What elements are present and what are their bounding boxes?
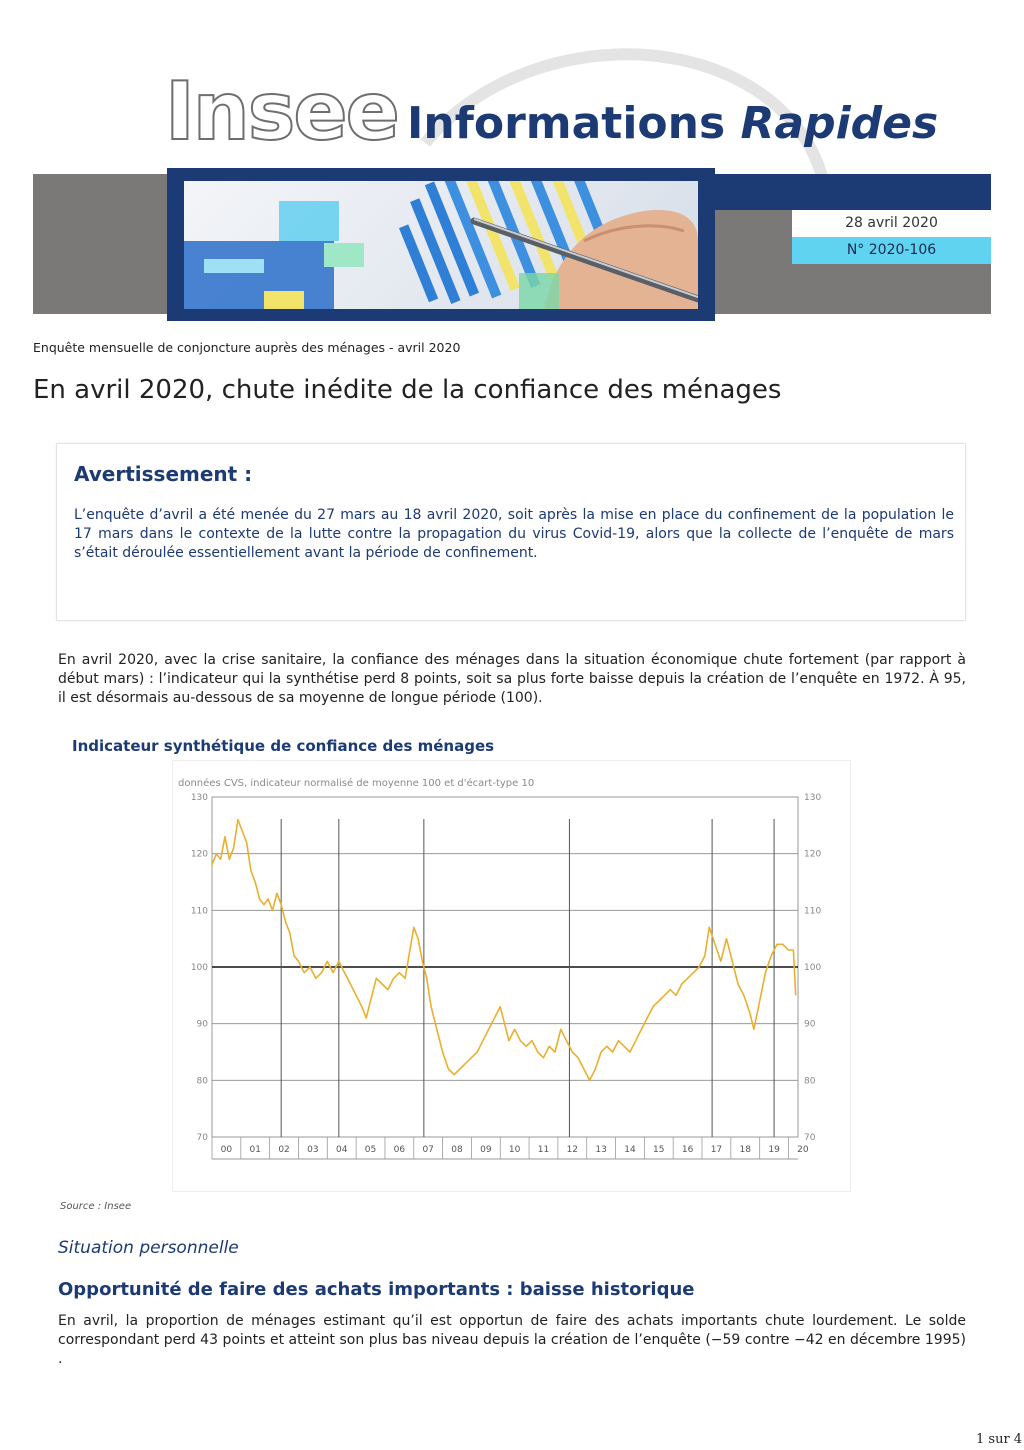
chart-svg [172, 760, 851, 1192]
y-tick-label-left: 90 [196, 1019, 208, 1030]
x-tick-label: 18 [739, 1145, 751, 1155]
chart-subtitle: données CVS, indicateur normalisé de moyenne 100 et d'écart-type 10 [178, 778, 535, 789]
header-photo-chart-illustration [184, 181, 698, 309]
x-tick-label: 15 [653, 1145, 665, 1155]
survey-label: Enquête mensuelle de conjoncture auprès des ménages - avril 2020 [33, 340, 461, 355]
publication-title [407, 98, 939, 149]
y-tick-label-left: 120 [190, 849, 208, 860]
section-label: Situation personnelle [58, 1238, 239, 1258]
x-tick-label: 02 [278, 1145, 290, 1155]
warning-heading: Avertissement : [74, 462, 253, 486]
intro-paragraph: En avril 2020, avec la crise sanitaire, la confiance des ménages dans la situation économique chute fortement (par rapport à début mars) : l’indicateur qui la synthétise perd 8 points, soit sa plus forte baisse depuis la création de l’enquête en 1972. À 95, il est désormais au-dessous de sa moyenne de longue période (100). [58, 652, 966, 706]
x-tick-label: 16 [681, 1145, 694, 1155]
x-tick-label: 08 [451, 1145, 463, 1155]
y-tick-label-right: 80 [804, 1076, 816, 1087]
x-tick-label: 13 [595, 1145, 607, 1155]
x-tick-label: 09 [480, 1145, 492, 1155]
x-tick-label: 17 [710, 1145, 723, 1155]
x-tick-label: 20 [797, 1145, 809, 1155]
publication-title-italic: Rapides [740, 98, 939, 149]
series-line-confidence [212, 820, 796, 1081]
y-tick-label-right: 120 [804, 849, 822, 860]
warning-text: L’enquête d’avril a été menée du 27 mars au 18 avril 2020, soit après la mise en place du confinement de la population le 17 mars dans le contexte de la lutte contre la propagation du virus Covid-19, alors que la collecte de l’enquête de mars s’était déroulée essentiellement avant la période de confinement. [74, 507, 954, 561]
x-tick-label: 12 [566, 1145, 579, 1155]
y-tick-label-left: 130 [190, 793, 208, 803]
insee-logo: Insee [165, 65, 398, 158]
photo-illustration [184, 181, 698, 309]
chart-source: Source : Insee [60, 1201, 132, 1212]
publication-number: N° 2020-106 [792, 237, 991, 264]
x-tick-label: 19 [768, 1145, 780, 1155]
y-tick-label-right: 130 [804, 793, 822, 803]
publication-title-main: Informations [407, 98, 726, 149]
x-tick-label: 06 [393, 1145, 406, 1155]
sub-heading: Opportunité de faire des achats importants : baisse historique [58, 1279, 695, 1300]
chart-title: Indicateur synthétique de confiance des ménages [72, 737, 495, 755]
y-tick-label-right: 110 [804, 906, 822, 917]
x-tick-label: 14 [624, 1145, 636, 1155]
x-tick-label: 01 [249, 1145, 261, 1155]
y-tick-label-left: 100 [190, 963, 208, 973]
x-tick-label: 11 [537, 1145, 550, 1155]
y-tick-label-left: 110 [190, 906, 208, 917]
y-tick-label-right: 90 [804, 1019, 816, 1030]
y-tick-label-right: 70 [804, 1133, 816, 1143]
page-number: 1 sur 4 [976, 1432, 1023, 1447]
y-tick-label-left: 70 [196, 1133, 208, 1143]
publication-date: 28 avril 2020 [792, 210, 991, 237]
body-paragraph: En avril, la proportion de ménages estimant qu’il est opportun de faire des achats importants chute lourdement. Le solde correspondant perd 43 points et atteint son plus bas niveau depuis la création de l’enquête (−59 contre −42 en décembre 1995) . [58, 1313, 966, 1367]
y-tick-label-left: 80 [196, 1076, 208, 1087]
header-navy-band [700, 174, 991, 210]
x-tick-label: 00 [220, 1145, 233, 1155]
page-title: En avril 2020, chute inédite de la confiance des ménages [33, 375, 782, 405]
x-tick-label: 07 [422, 1145, 434, 1155]
y-tick-label-right: 100 [804, 963, 822, 973]
x-tick-label: 04 [335, 1145, 348, 1155]
x-tick-label: 10 [508, 1145, 521, 1155]
x-tick-label: 05 [364, 1145, 377, 1155]
x-tick-label: 03 [307, 1145, 319, 1155]
